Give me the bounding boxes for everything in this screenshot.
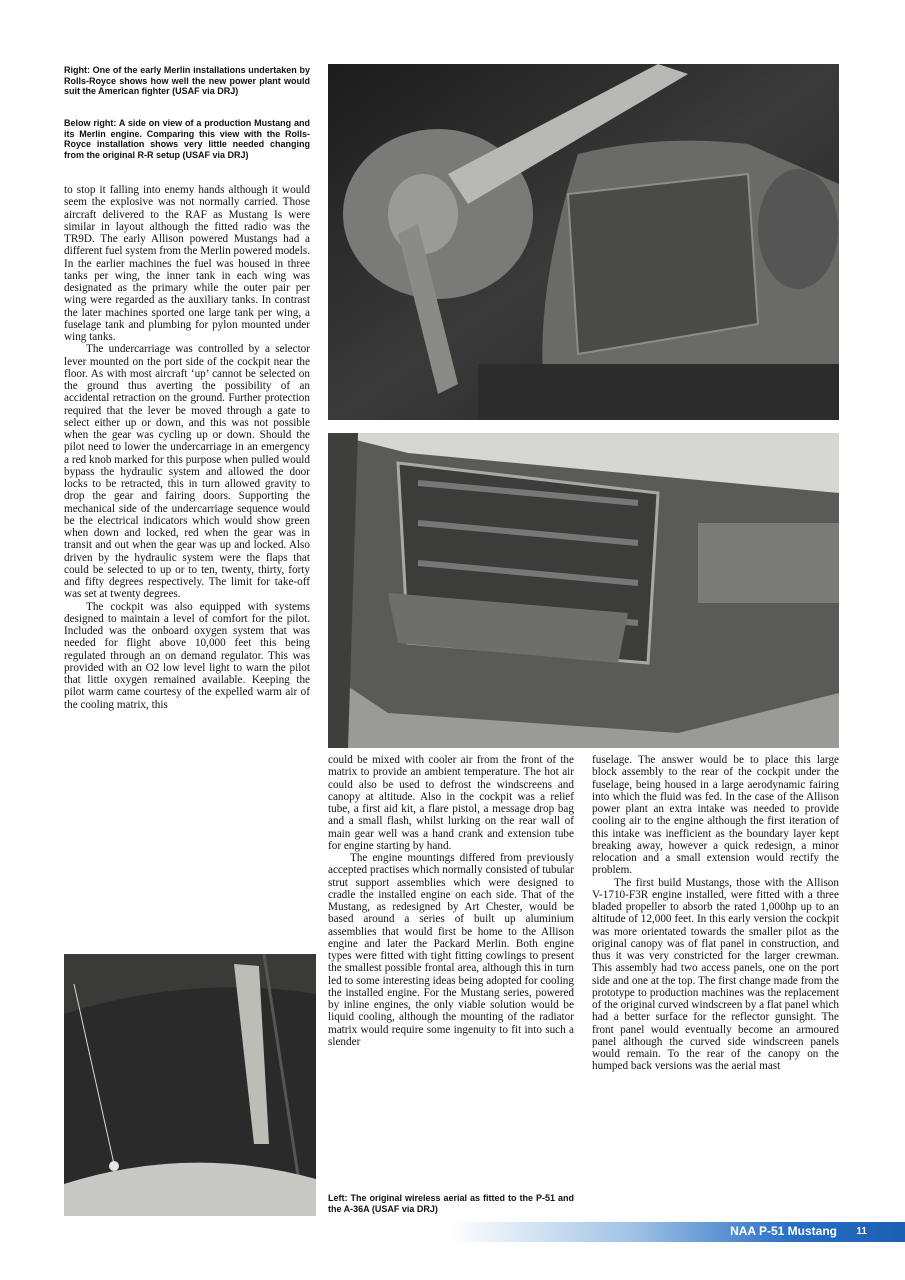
- col2-paragraph-1: could be mixed with cooler air from the front of the matrix to provide an ambient temperature. The hot air could also be used to defrost the windscreens and canopy at altitude. Also in the cockpit was a relief tube, a first aid kit, a flare pistol, a message drop bag and a small flash, whilst lurking on the rear wall of main gear well was a hand crank and extension tube for engine starting by hand.: [328, 754, 574, 852]
- column-3: [592, 754, 839, 1073]
- photo-wireless-aerial: [64, 954, 316, 1216]
- col1-paragraph-3: The cockpit was also equipped with systems designed to maintain a level of comfort for the pilot. Included was the onboard oxygen system that was needed for flight above 10,000 feet this being regulated through an on demand regulator. This was provided with an O2 low level light to warn the pilot that little oxygen remained available. Keeping the pilot warm came courtesy of the expelled warm air of the cooling matrix, this: [64, 600, 310, 711]
- caption-left: Left: The original wireless aerial as fitted to the P-51 and the A-36A (USAF via DRJ): [328, 1193, 574, 1214]
- footer-book-title: NAA P-51 Mustang: [730, 1224, 837, 1238]
- col2-paragraph-2: The engine mountings differed from previously accepted practises which normally consisted of tubular strut support assemblies which were designed to cradle the installed engine on each side. That of the Mustang, as redesigned by Art Chester, would be based around a series of built up aluminium assemblies that would first be home to the Allison engine and later the Packard Merlin. Both engine types were fitted with tight fitting cowlings to present the smallest possible frontal area, although this in turn led to some interesting ideas being adopted for cooling the installed engine. For the Mustang series, powered by inline engines, the only viable solution would be liquid cooling, although the mounting of the radiator matrix would require some ingenuity to fit into such a slender: [328, 852, 574, 1048]
- column-2: [328, 754, 574, 1048]
- photo-production-mustang-merlin: [328, 433, 839, 748]
- photo-merlin-installation: [328, 64, 839, 420]
- col3-paragraph-1: fuselage. The answer would be to place this large block assembly to the rear of the cockpit under the fuselage, being housed in a large aerodynamic fairing into which the fluid was fed. In the case of the Allison power plant an extra intake was needed to provide cooling air to the engine although the first iteration of this intake was inefficient as the boundary layer kept breaking away, however a quick redesign, a minor relocation and a small extension would rectify the problem.: [592, 754, 839, 877]
- column-1: [64, 184, 310, 711]
- page-number: 11: [856, 1226, 867, 1237]
- col3-paragraph-2: The first build Mustangs, those with the Allison V-1710-F3R engine installed, were fitted with a three bladed propeller to absorb the rated 1,000hp up to an altitude of 12,000 feet. In this early version the cockpit was more orientated towards the smaller pilot as the original canopy was of flat panel in construction, and thus it was very constricted for the larger crewman. This assembly had two access panels, one on the port side and one at the top. The first change made from the prototype to production machines was the replacement of the original curved windscreen by a flat panel which had a better surface for the reflector gunsight. The front panel would eventually become an armoured panel although the curved side windscreen panels would remain. To the rear of the canopy on the humped back versions was the aerial mast: [592, 876, 839, 1073]
- caption-right: Right: One of the early Merlin installations undertaken by Rolls-Royce shows how well the new power plant would suit the American fighter (USAF via DRJ): [64, 65, 310, 96]
- col1-paragraph-2: The undercarriage was controlled by a selector lever mounted on the port side of the cockpit near the floor. As with most aircraft ‘up’ cannot be selected on the ground thus averting the possibility of an accidental retraction on the ground. Further protection required that the lever be moved through a gate to select either up or down, and this was not possible when the gear was cycling up or down. Should the pilot need to lower the undercarriage in an emergency a red knob marked for this purpose when pulled would bypass the hydraulic system and allowed the door locks to be retracted, this in turn allowed gravity to drop the gear and fairing doors. Supporting the mechanical side of the undercarriage sequence would be the electrical indicators which would show green when down and locked, red when the gear was in transit and out when the gear was up and locked. Also driven by the hydraulic system were the flaps that could be selected to up or to ten, twenty, thirty, forty and fifty degrees respectively. The limit for take-off was set at twenty degrees.: [64, 343, 310, 601]
- col1-paragraph-1: to stop it falling into enemy hands although it would seem the explosive was not normally carried. Those aircraft delivered to the RAF as Mustang Is were similar in layout although the fitted radio was the TR9D. The early Allison powered Mustangs had a different fuel system from the Merlin powered models. In the earlier machines the fuel was housed in three tanks per wing, the inner tank in each wing was designated as the primary while the outer pair per wing were regarded as the auxiliary tanks. In contrast the later machines sported one large tank per wing, a fuselage tank and plumbing for pylon mounted under wing tanks.: [64, 184, 310, 343]
- caption-below-right: Below right: A side on view of a production Mustang and its Merlin engine. Comparing this view with the Rolls-Royce installation shows very little needed changing from the original R-R setup (USAF via DRJ): [64, 118, 310, 160]
